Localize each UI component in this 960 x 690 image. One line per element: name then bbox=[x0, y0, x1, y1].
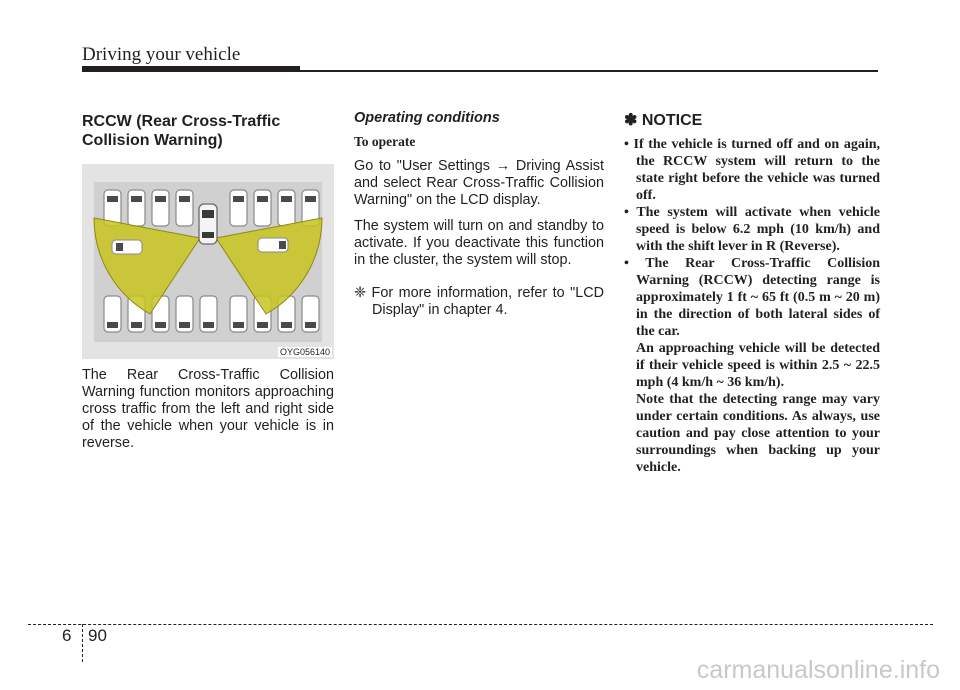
column-notice bbox=[624, 108, 880, 476]
instruction-paragraph: Go to "User Settings → Driving Assist and select Rear Cross-Traffic Collision Warning" on the LCD display. bbox=[354, 158, 604, 208]
reference-note: ❈ For more information, refer to "LCD Display" in chapter 4. bbox=[354, 285, 604, 318]
notice-item bbox=[624, 255, 880, 476]
section-title: RCCW (Rear Cross-Traffic Collision Warning) bbox=[82, 113, 281, 149]
footer-divider bbox=[28, 624, 933, 625]
column-rccw bbox=[82, 108, 334, 452]
notice-item-text: • The system will activate when vehicle speed is below 6.2 mph (10 km/h) and with the shift lever in R (Reverse). bbox=[624, 205, 880, 254]
footer-vertical-divider bbox=[82, 624, 84, 662]
rccw-description: The Rear Cross-Traffic Collision Warning function monitors approaching cross traffic from the left and right side of the vehicle when your vehicle is in reverse. bbox=[82, 367, 334, 451]
operating-conditions-heading: Operating conditions bbox=[354, 110, 500, 126]
header-rule-thin bbox=[300, 70, 878, 72]
standby-paragraph: The system will turn on and standby to activate. If you deactivate this function in the cluster, the system will stop. bbox=[354, 218, 604, 268]
notice-item bbox=[624, 204, 880, 255]
notice-item bbox=[624, 136, 880, 204]
notice-item-continuation: Note that the detecting range may vary under certain conditions. As always, use caution and pay close attention to your surroundings when backing up your vehicle. bbox=[636, 392, 880, 475]
to-operate-heading: To operate bbox=[354, 134, 416, 149]
rccw-figure bbox=[82, 164, 334, 359]
watermark: carmanualsonline.info bbox=[696, 656, 940, 684]
header-rule-thick bbox=[82, 66, 300, 72]
notice-item-text: • The Rear Cross-Traffic Collision Warning (RCCW) detecting range is approximately 1 ft ~ 65 ft (0.5 m ~ 20 m) in the direction of both lateral sides of the car. bbox=[624, 256, 880, 339]
notice-title: ✽ NOTICE bbox=[624, 112, 703, 129]
header-title: Driving your vehicle bbox=[82, 44, 241, 65]
notice-item-continuation: An approaching vehicle will be detected if their vehicle speed is within 2.5 ~ 22.5 mph (4 km/h ~ 36 km/h). bbox=[636, 341, 880, 390]
figure-code: OYG056140 bbox=[279, 347, 330, 357]
notice-item-text: • If the vehicle is turned off and on again, the RCCW system will return to the state right before the vehicle was turned off. bbox=[624, 137, 880, 203]
chapter-number: 6 bbox=[62, 626, 72, 645]
notice-list bbox=[624, 136, 880, 476]
parking-illustration bbox=[82, 164, 334, 359]
column-operating-conditions bbox=[354, 108, 604, 319]
page-number: 90 bbox=[88, 626, 107, 645]
